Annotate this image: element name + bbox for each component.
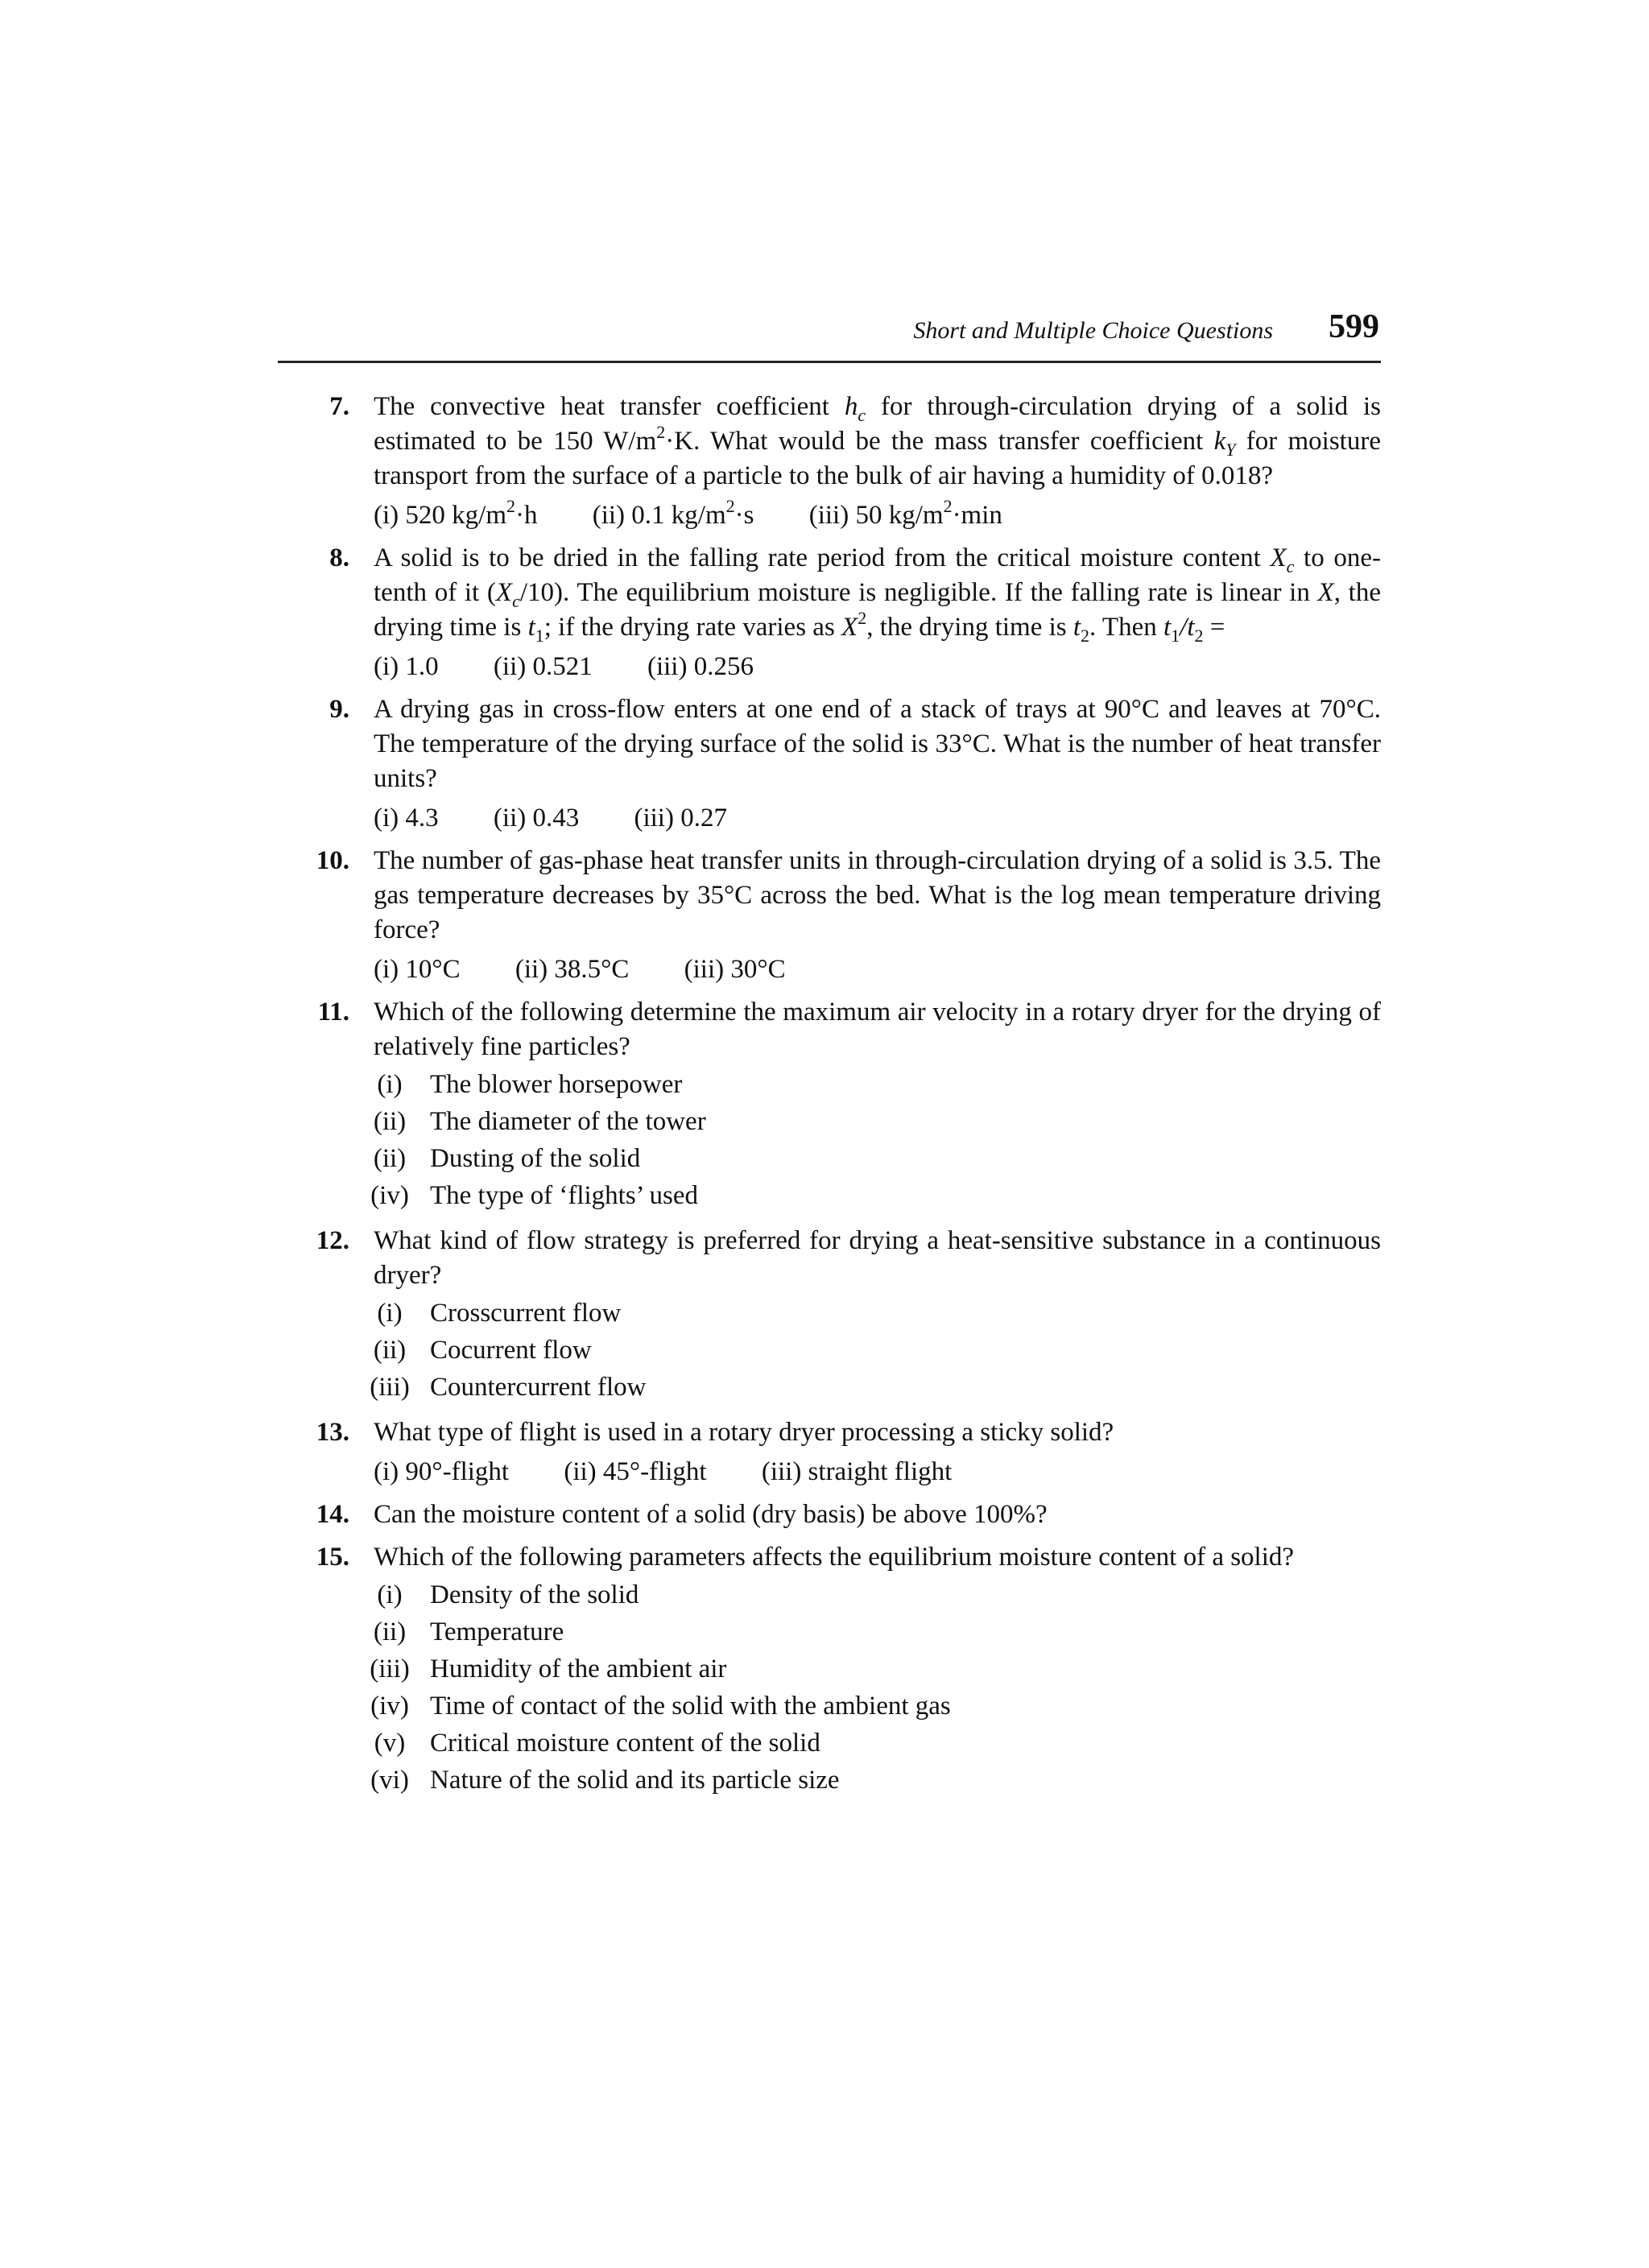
option: (iv) Time of contact of the solid with the ambient gas [370,1692,951,1721]
option: (ii) 45°-flight [564,1457,707,1486]
option: (iv) The type of ‘flights’ used [370,1181,698,1210]
question-9 [311,692,1381,836]
option: (v) Critical moisture content of the solid [374,1729,820,1758]
question-text: Which of the following determine the maximum air velocity in a rotary dryer for the drying of relatively fine particles? [374,998,1381,1061]
options [374,650,1381,684]
option: (ii) Temperature [373,1617,564,1646]
question-number: 10. [316,846,349,875]
option: (i) 1.0 [374,652,439,681]
options [370,1578,1381,1800]
question-number: 15. [316,1543,349,1572]
question-text: A drying gas in cross-flow enters at one end of a stack of trays at 90°C and leaves at 70°C. The temperature of the drying surface of the solid is 33°C. What is the number of heat transfer units? [374,695,1381,793]
question-text: A solid is to be dried in the falling rate period from the critical moisture content $X_c$ to one-tenth of it $(X_c/10)$. The equilibrium moisture is negligible. If the falling rate is linear in X, the drying time is $t_1$; if the drying rate varies as $X^2$, the drying time is $t_2$. Then $t_1/t_2$ = [374,543,1381,646]
option: (ii) 38.5°C [515,955,630,984]
question-text: The convective heat transfer coefficient $h_c$ for through-circulation drying of a solid is estimated to be 150 $W/m^2\cdot K$. What would be the mass transfer coefficient $k_Y$ for moisture transport from the surface of a particle to the bulk of air having a humidity of 0.018? [374,392,1381,490]
options [370,1296,1381,1407]
question-7 [311,390,1381,533]
option: (iii) 50 $kg/m^2\cdot\min$ [808,496,1002,530]
question-number: 9. [329,695,349,724]
question-text: What type of flight is used in a rotary dryer processing a sticky solid? [374,1418,1114,1447]
question-text: What kind of flow strategy is preferred for drying a heat-sensitive substance in a continuous dryer? [374,1226,1381,1290]
option: (i) 90°-flight [374,1457,510,1486]
options [374,801,1381,836]
question-13 [311,1415,1381,1489]
question-text: Which of the following parameters affects the equilibrium moisture content of a solid? [374,1543,1295,1572]
question-text: The number of gas-phase heat transfer units in through-circulation drying of a solid is 3.5. The gas temperature decreases by 35°C across the bed. What is the log mean temperature driving force? [374,846,1381,944]
options [370,1068,1381,1216]
question-number: 11. [317,998,349,1027]
option: (iii) 30°C [684,955,786,984]
option: (iii) 0.27 [634,804,727,832]
question-14 [311,1498,1381,1532]
option: (ii) Cocurrent flow [373,1336,592,1365]
question-list [311,390,1381,1808]
question-10 [311,844,1381,987]
options [374,498,1381,533]
question-number: 12. [316,1226,349,1255]
question-12 [311,1224,1381,1407]
option: (vi) Nature of the solid and its particle size [370,1766,840,1795]
option: (i) 10°C [374,955,461,984]
option: (i) Density of the solid [377,1580,639,1609]
option: (iii) Humidity of the ambient air [370,1655,727,1683]
option: (i) 4.3 [374,804,439,832]
option: (ii) 0.521 [493,652,593,681]
option: (i) Crosscurrent flow [377,1299,622,1328]
option: (iii) 0.256 [647,652,754,681]
option: (iii) Countercurrent flow [370,1373,647,1402]
page-number: 599 [1329,308,1379,345]
option: (i) 520 $kg/m^2\cdot h$ [374,496,538,530]
option: (ii) Dusting of the solid [373,1144,641,1173]
question-8 [311,541,1381,684]
option: (ii) The diameter of the tower [373,1107,706,1136]
options [374,952,1381,987]
page-header [278,308,1381,363]
option: (iii) straight flight [761,1457,953,1486]
question-11 [311,995,1381,1216]
question-number: 13. [316,1418,349,1447]
running-title: Short and Multiple Choice Questions [913,317,1273,344]
question-15 [311,1540,1381,1800]
option: (ii) 0.1 $kg/m^2\cdot s$ [592,496,754,530]
options [374,1455,1381,1489]
question-number: 14. [316,1500,349,1529]
question-text: Can the moisture content of a solid (dry basis) be above 100%? [374,1500,1048,1529]
option: (i) The blower horsepower [377,1070,683,1099]
question-number: 7. [329,392,349,421]
option: (ii) 0.43 [493,804,580,832]
question-number: 8. [329,543,349,572]
